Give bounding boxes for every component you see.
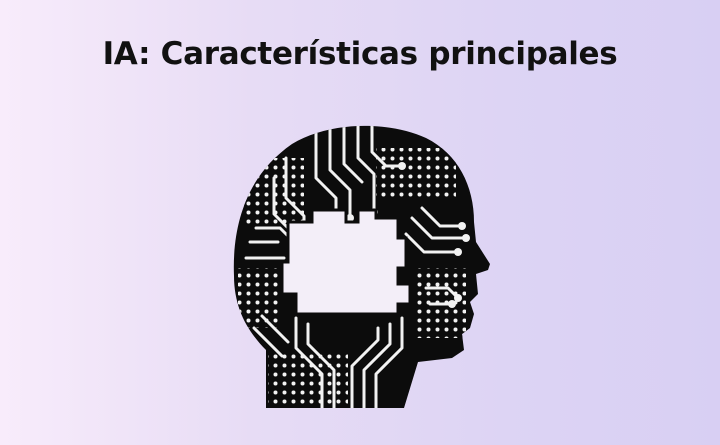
circuit-head-illustration (226, 118, 496, 408)
slide-title: IA: Características principales (102, 36, 618, 72)
